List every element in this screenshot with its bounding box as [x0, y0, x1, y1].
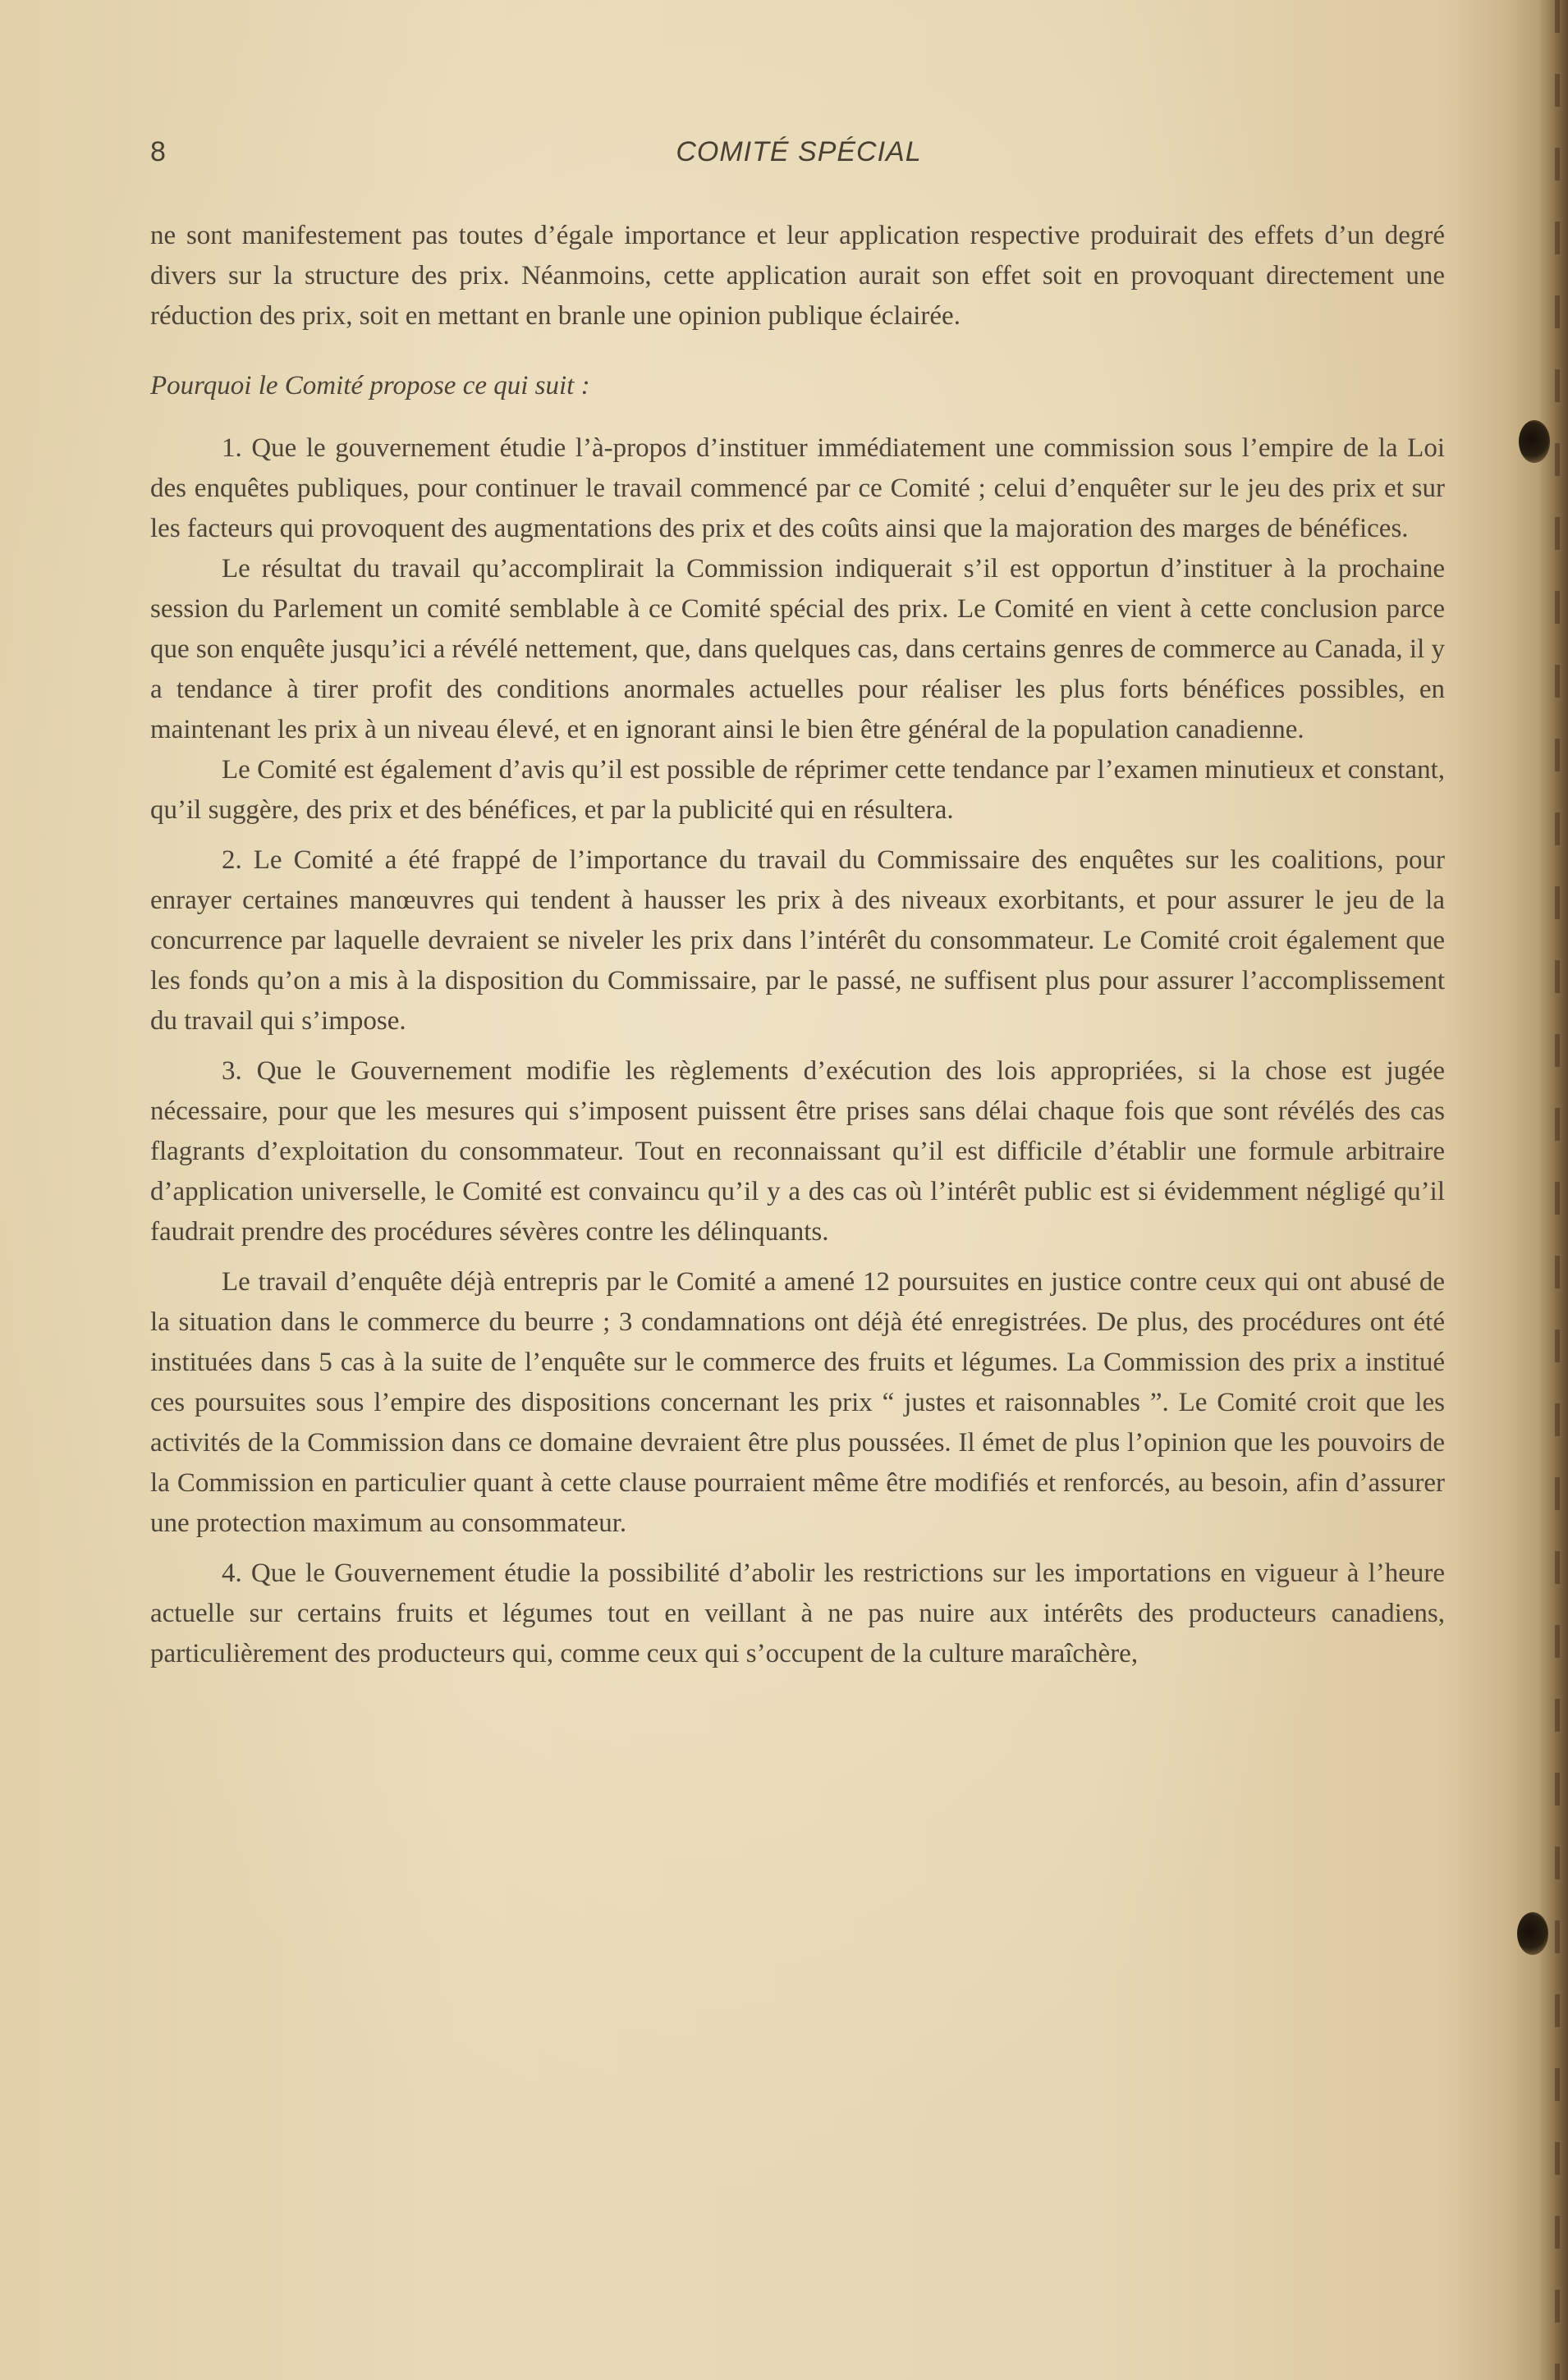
punch-hole-bottom — [1517, 1912, 1548, 1955]
section-heading: Pourquoi le Comité propose ce qui suit : — [150, 371, 590, 400]
recommendation-3-prosecutions: Le travail d’enquête déjà entrepris par le Comité a amené 12 poursuites en justice contre ceux qui ont abusé de la situation dans le commerce du beurre ; 3 condamnations ont déjà été enregistrées. De plus, des procédures ont été instituées dans 5 cas à la suite de l’enquête sur le commerce des fruits et légumes. La Commission des prix a institué ces poursuites sous l’empire des dispositions concernant les prix “ justes et raisonnables ”. Le Comité croit que les activités de la Commission dans ce domaine devraient être plus poussées. Il émet de plus l’opinion que les pouvoirs de la Commission en particulier quant à cette clause pourraient même être modifiés et renforcés, au besoin, afin d’assurer une protection maximum au consommateur. — [150, 1267, 1445, 1538]
recommendation-2: 2. Le Comité a été frappé de l’importance du travail du Commissaire des enquêtes sur les coalitions, pour enrayer certaines manœuvres qui tendent à hausser les prix à des niveaux exorbitants, et pour assurer le jeu de la concurrence par laquelle devraient se niveler les prix dans l’intérêt du consommateur. Le Comité croit également que les fonds qu’on a mis à la disposition du Commissaire, par le passé, ne suffisent plus pour assurer l’accomplissement du travail qui s’impose. — [150, 845, 1445, 1036]
recommendation-1-result: Le résultat du travail qu’accomplirait la Commission indiquerait s’il est opportun d’instituer à la prochaine session du Parlement un comité semblable à ce Comité spécial des prix. Le Comité en vient à cette conclusion parce que son enquête jusqu’ici a révélé nettement, que, dans quelques cas, dans certains genres de commerce au Canada, il y a tendance à tirer profit des conditions anormales actuelles pour réaliser les plus forts bénéfices possibles, en maintenant les prix à un niveau élevé, et en ignorant ainsi le bien être général de la population canadienne. — [150, 554, 1445, 744]
page-edge-shadow — [1538, 0, 1568, 2380]
paragraph-continuation: ne sont manifestement pas toutes d’égale importance et leur application respective produirait des effets d’un degré divers sur la structure des prix. Néanmoins, cette application aurait son effet soit en provoquant directement une réduction des prix, soit en mettant en branle une opinion publique éclairée. — [150, 221, 1445, 331]
body-text — [150, 216, 1445, 1674]
binding-edge — [1555, 0, 1560, 2380]
recommendation-4: 4. Que le Gouvernement étudie la possibilité d’abolir les restrictions sur les importations en vigueur à l’heure actuelle sur certains fruits et légumes tout en veillant à ne pas nuire aux intérêts des producteurs canadiens, particulièrement des producteurs qui, comme ceux qui s’occupent de la culture maraîchère, — [150, 1558, 1445, 1668]
recommendation-3: 3. Que le Gouvernement modifie les règlements d’exécution des lois appropriées, si la chose est jugée nécessaire, pour que les mesures qui s’imposent puissent être prises sans délai chaque fois que sont révélés des cas flagrants d’exploitation du consommateur. Tout en reconnaissant qu’il est difficile d’établir une formule arbitraire d’application universelle, le Comité est convaincu qu’il y a des cas où l’intérêt public est si évidemment négligé qu’il faudrait prendre des procédures sévères contre les délinquants. — [150, 1056, 1445, 1247]
running-head: COMITÉ SPÉCIAL — [676, 136, 922, 167]
recommendation-1-opinion: Le Comité est également d’avis qu’il est possible de réprimer cette tendance par l’examen minutieux et constant, qu’il suggère, des prix et des bénéfices, et par la publicité qui en résultera. — [150, 755, 1445, 825]
recommendation-1: 1. Que le gouvernement étudie l’à-propos d’instituer immédiatement une commission sous l’empire de la Loi des enquêtes publiques, pour continuer le travail commencé par ce Comité ; celui d’enquêter sur le jeu des prix et sur les facteurs qui provoquent des augmentations des prix et des coûts ainsi que la majoration des marges de bénéfices. — [150, 433, 1445, 543]
page-number: 8 — [150, 136, 166, 167]
punch-hole-top — [1519, 420, 1550, 463]
page-header — [150, 131, 1447, 172]
